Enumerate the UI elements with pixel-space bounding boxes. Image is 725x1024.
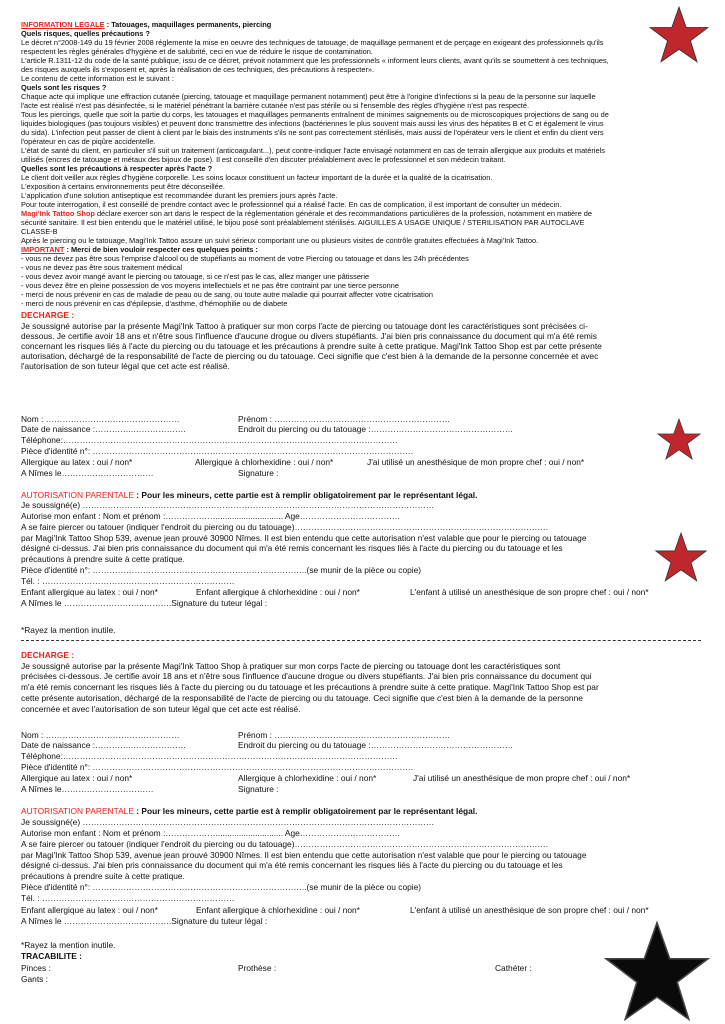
prenom-field[interactable]: Prénom : ……………………………………………………… bbox=[238, 414, 451, 424]
decharge-line: précisées ci-dessous. Je certifie avoir 18 ans et n'être sous l'influence d'aucune drogue ou divers stupéfiants. J'ai bien pris connaissance du document qui bbox=[21, 671, 592, 681]
anesthesique-option[interactable]: J'ai utilisé un anesthésique de mon propre chef : oui / non* bbox=[413, 773, 631, 783]
piece-identite-field[interactable]: Pièce d'identité n°: …………………………………………………………………..(se munir de la pièce ou copie) bbox=[21, 565, 422, 575]
info-line: sécurité sanitaire. Il est bien entendu que le matériel utilisé, le bijou posé sont préalablement stérilisés. AIGUILLES A USAGE UNIQUE / STERILISATION PAR AUTOCLAVE bbox=[21, 218, 585, 227]
brand-name: Magi'Ink Tattoo Shop bbox=[21, 209, 95, 218]
info-line: L'application d'une solution antiseptique est recommandée durant les premiers jours après l'acte. bbox=[21, 191, 338, 200]
endroit-enfant-field[interactable]: A se faire piercer ou tatouer (indiquer l'endroit du piercing ou du tatouage)………………………………………………………………………………. bbox=[21, 839, 549, 849]
rayez-note: *Rayez la mention inutile. bbox=[21, 940, 116, 950]
decharge-line: concernant les risques liés à l'acte du piercing ou du tatouage et les précautions à prendre suite à cette pratique. Magi'Ink Tattoo Shop est par cette présente bbox=[21, 341, 602, 351]
endroit-enfant-field[interactable]: A se faire piercer ou tatouer (indiquer l'endroit du piercing ou du tatouage)………………………………………………………………………………. bbox=[21, 522, 549, 532]
info-line: du sida). L'infection peut passer de client à client par le biais des instruments s'ils ne sont pas correctement stérilisés, mais aussi de l'opérateur vers le client et enfin du client vers bbox=[21, 128, 604, 137]
info-line: des risques auxquels ils s'exposent et, après la réalisation de ces techniques, des précautions à respecter». bbox=[21, 65, 375, 74]
enfant-nom-field[interactable]: Autorise mon enfant : Nom et prénom :………………............................. Age……………………………… bbox=[21, 511, 401, 521]
info-line: L'article R.1311-12 du code de la santé publique, issu de ce décret, prévoit notamment que les professionnels « informent leurs clients, avant qu'ils se soumettent à ces techniques, bbox=[21, 56, 609, 65]
info-line: CLASSE-B bbox=[21, 227, 58, 236]
cut-line-divider bbox=[21, 640, 701, 641]
parental-line: précautions à prendre suite à cette pratique. bbox=[21, 871, 185, 881]
pinces-field[interactable]: Pinces : bbox=[21, 963, 51, 973]
enfant-nom-field[interactable]: Autorise mon enfant : Nom et prénom :………………............................. Age……………………………… bbox=[21, 828, 401, 838]
bullet-item: - vous devez avoir mangé avant le piercing ou tatouage, si ce n'est pas le cas, allez manger une pâtisserie bbox=[21, 272, 370, 281]
red-star-icon bbox=[654, 418, 704, 460]
parental-line: désigné ci-dessus. J'ai bien pris connaissance du document qui m'a été remis concernant les risques liés à l'acte du piercing ou du tatouage et les bbox=[21, 543, 563, 553]
important-heading: IMPORTANT : Merci de bien vouloir respecter ces quelques points : bbox=[21, 245, 258, 254]
info-line: Le client doit veiller aux règles d'hygiène corporelle. Les soins locaux constituent un facteur important de la durée et la qualité de la cicatrisation. bbox=[21, 173, 493, 182]
latex-option[interactable]: Allergique au latex : oui / non* bbox=[21, 457, 133, 467]
date-lieu-field[interactable]: A Nîmes le…………………………… bbox=[21, 784, 154, 794]
date-lieu-field[interactable]: A Nîmes le…………………………… bbox=[21, 468, 154, 478]
enfant-chlorhexidine-option[interactable]: Enfant allergique à chlorhexidine : oui / non* bbox=[196, 905, 360, 915]
decharge-line: Je soussigné autorise par la présente Magi'Ink Tattoo Shop à pratiquer sur mon corps l'acte de piercing ou tatouage dont les caractéristiques sont bbox=[21, 661, 561, 671]
parental-label: AUTORISATION PARENTALE bbox=[21, 490, 134, 500]
enfant-chlorhexidine-option[interactable]: Enfant allergique à chlorhexidine : oui / non* bbox=[196, 587, 360, 597]
info-subheading: Quels sont les risques ? bbox=[21, 83, 107, 92]
decharge-line: concernée et avec l'autorisation de son tuteur légal que cet acte est réalisé. bbox=[21, 704, 301, 714]
endroit-field[interactable]: Endroit du piercing ou du tatouage :…………………………………………… bbox=[238, 740, 514, 750]
decharge-line: autorisation, déchargé de la responsabilité de l'acte de piercing ou du tatouage. Ceci signifie que c'est bien à la demande de la personne concernée et avec bbox=[21, 351, 599, 361]
prenom-field[interactable]: Prénom : ……………………………………………………… bbox=[238, 730, 451, 740]
soussigne-field[interactable]: Je soussigné(e) ……………………………………………………………………………………………………………… bbox=[21, 500, 435, 510]
parental-line: désigné ci-dessus. J'ai bien pris connaissance du document qui m'a été remis concernant les risques liés à l'acte du piercing ou du tatouage et les bbox=[21, 860, 563, 870]
bullet-item: - vous ne devez pas être sous l'emprise d'alcool ou de stupéfiants au moment de votre Piercing ou tatouage et dans les 24h précédentes bbox=[21, 254, 469, 263]
bullet-item: - merci de nous prévenir en cas d'épilepsie, d'asthme, d'hémophilie ou de diabete bbox=[21, 299, 288, 308]
info-label: INFORMATION LEGALE bbox=[21, 20, 105, 29]
anesthesique-option[interactable]: J'ai utilisé un anesthésique de mon propre chef : oui / non* bbox=[367, 457, 585, 467]
catheter-field[interactable]: Cathéter : bbox=[495, 963, 532, 973]
info-line: Chaque acte qui implique une effraction cutanée (piercing, tatouage et maquillage permanent notamment) peut être à l'origine d'infections si la peau de la personne sur laquelle bbox=[21, 92, 596, 101]
bullet-item: - vous devez être en pleine possession de vos moyens intellectuels et ne pas être contraint par une tierce personne bbox=[21, 281, 399, 290]
enfant-anesthesique-option[interactable]: L'enfant à utilisé un anesthésique de son propre chef : oui / non* bbox=[410, 587, 649, 597]
info-line: L'exposition à certains environnements peut être déconseillée. bbox=[21, 182, 225, 191]
soussigne-field[interactable]: Je soussigné(e) ……………………………………………………………………………………………………………… bbox=[21, 817, 435, 827]
bullet-item: - merci de nous prévenir en cas de maladie de peau ou de sang, ou toute autre maladie qui pourrait affecter votre cicatrisation bbox=[21, 290, 433, 299]
decharge-line: cette présente autorisation, déchargé de la responsabilité de l'acte de piercing ou du tatouage. Ceci signifie que c'est bien à la demande de la personne bbox=[21, 693, 583, 703]
info-subheading: Quels risques, quelles précautions ? bbox=[21, 29, 150, 38]
info-line: Tous les piercings, quelle que soit la partie du corps, les tatouages et maquillages permanents entraînent de minimes saignements ou de microscopiques projections de sang ou de bbox=[21, 110, 609, 119]
info-line: L'état de santé du client, en particulier s'il suit un traitement (anticoagulant...), peut contre-indiquer l'acte envisagé notamment en cas de terrain allergique aux produits et matériels bbox=[21, 146, 605, 155]
tracabilite-title: TRACABILITE : bbox=[21, 951, 82, 961]
decharge-line: l'autorisation de son tuteur légal que cet acte est réalisé. bbox=[21, 361, 230, 371]
signature-label: Signature : bbox=[238, 468, 279, 478]
piece-identite-field[interactable]: Pièce d'identité n°: …………………………………………………………………..(se munir de la pièce ou copie) bbox=[21, 882, 422, 892]
enfant-latex-option[interactable]: Enfant allergique au latex : oui / non* bbox=[21, 587, 158, 597]
parental-line: par Magi'Ink Tattoo Shop 539, avenue jean prouvé 30900 Nîmes. Il est bien entendu que cette autorisation n'est valable que pour le piercing ou tatouage bbox=[21, 850, 587, 860]
nom-field[interactable]: Nom : ………………………………………… bbox=[21, 414, 180, 424]
parental-title: AUTORISATION PARENTALE : Pour les mineurs, cette partie est à remplir obligatoirement par le représentant légal. bbox=[21, 806, 478, 816]
chlorhexidine-option[interactable]: Allergique à chlorhexidine : oui / non* bbox=[238, 773, 377, 783]
telephone-field[interactable]: Téléphone:………………………………………………………………………………………………………… bbox=[21, 751, 398, 761]
info-line: Le contenu de cette information est le suivant : bbox=[21, 74, 174, 83]
gants-field[interactable]: Gants : bbox=[21, 974, 48, 984]
info-line: respectent les règles générales d'hygiène et de salubrité, ceci en vue de réduire le risque de contamination. bbox=[21, 47, 373, 56]
signature-label: Signature : bbox=[238, 784, 279, 794]
decharge-title: DECHARGE : bbox=[21, 310, 75, 320]
info-line: utilisés (encres de tatouage et métaux des bijoux de pose). Il est conseillé d'en discuter préalablement avec le professionnel et son médecin traitant. bbox=[21, 155, 506, 164]
latex-option[interactable]: Allergique au latex : oui / non* bbox=[21, 773, 133, 783]
bullet-item: - vous ne devez pas être sous traitement médical bbox=[21, 263, 183, 272]
parental-title: AUTORISATION PARENTALE : Pour les mineurs, cette partie est à remplir obligatoirement par le représentant légal. bbox=[21, 490, 478, 500]
black-star-icon bbox=[604, 919, 710, 1023]
parental-label: AUTORISATION PARENTALE bbox=[21, 806, 134, 816]
decharge-title: DECHARGE : bbox=[21, 650, 75, 660]
info-line: Le décret n°2008-149 du 19 février 2008 réglemente la mise en oeuvre des techniques de tatouage, de maquillage permanent et de perçage en exigeant des professionnels qu'ils bbox=[21, 38, 604, 47]
info-line: Pour toute interrogation, il est conseillé de prendre contact avec le professionnel qui a réalisé l'acte. En cas de complication, il est important de consulter un médecin. bbox=[21, 200, 562, 209]
info-line: Après le piercing ou le tatouage, Magi'Ink Tattoo assure un suivi sérieux comportant une ou plusieurs visites de contrôle gratuites effectuées à Magi'Ink Tattoo. bbox=[21, 236, 539, 245]
info-line: Magi'Ink Tattoo Shop déclare exercer son art dans le respect de la réglementation générale et des recommandations particulières de la profession, notamment en matière de bbox=[21, 209, 592, 218]
enfant-latex-option[interactable]: Enfant allergique au latex : oui / non* bbox=[21, 905, 158, 915]
info-subheading: Quelles sont les précautions à respecter après l'acte ? bbox=[21, 164, 213, 173]
tel-field[interactable]: Tél. : …………………………………………………………… bbox=[21, 893, 235, 903]
parental-line: précautions à prendre suite à cette pratique. bbox=[21, 554, 185, 564]
enfant-anesthesique-option[interactable]: L'enfant à utilisé un anesthésique de son propre chef : oui / non* bbox=[410, 905, 649, 915]
piece-identite-field[interactable]: Pièce d'identité n°: ……………………………………………………………………………………………………. bbox=[21, 446, 414, 456]
prothese-field[interactable]: Prothèse : bbox=[238, 963, 277, 973]
rayez-note: *Rayez la mention inutile. bbox=[21, 625, 116, 635]
endroit-field[interactable]: Endroit du piercing ou du tatouage :…………………………………………… bbox=[238, 424, 514, 434]
chlorhexidine-option[interactable]: Allergique à chlorhexidine : oui / non* bbox=[195, 457, 334, 467]
parental-line: par Magi'Ink Tattoo Shop 539, avenue jean prouvé 30900 Nîmes. Il est bien entendu que cette autorisation n'est valable que pour le piercing ou tatouage bbox=[21, 533, 587, 543]
tuteur-signature-field[interactable]: A Nîmes le ………………………..……….Signature du tuteur légal : bbox=[21, 916, 268, 926]
tuteur-signature-field[interactable]: A Nîmes le ………………………..……….Signature du tuteur légal : bbox=[21, 598, 268, 608]
decharge-line: dessous. Je certifie avoir 18 ans et n'être sous l'influence d'aucune drogue ou divers stupéfiants. J'ai bien pris connaissance du document qui m'a été remis bbox=[21, 331, 597, 341]
info-line: liquides biologiques (pas toujours visibles) et peuvent donc transmettre des infections (bactériennes le plus souvent mais aussi les virus des hépatites B et C et également le virus bbox=[21, 119, 604, 128]
info-heading: INFORMATION LEGALE : Tatouages, maquillages permanents, piercing bbox=[21, 20, 272, 29]
date-naissance-field[interactable]: Date de naissance :…………..………………. bbox=[21, 740, 186, 750]
tel-field[interactable]: Tél. : …………………………………………………………… bbox=[21, 576, 235, 586]
decharge-line: m'a été remis concernant les risques liés à l'acte du piercing ou du tatouage et les précautions à prendre suite à cette pratique. Magi'Ink Tattoo Shop est par bbox=[21, 682, 599, 692]
important-label: IMPORTANT bbox=[21, 245, 65, 254]
info-line: l'opérateur en cas de piqûre accidentelle. bbox=[21, 137, 156, 146]
piece-identite-field[interactable]: Pièce d'identité n°: ……………………………………………………………………………………………………. bbox=[21, 762, 414, 772]
date-naissance-field[interactable]: Date de naissance :…………..………………. bbox=[21, 424, 186, 434]
nom-field[interactable]: Nom : ………………………………………… bbox=[21, 730, 180, 740]
info-line: l'acte est réalisé n'est pas désinfectée, si le matériel pénétrant la barrière cutanée n'est pas stérile ou si l'ensemble des règles d'hygiène n'est pas respecté. bbox=[21, 101, 530, 110]
decharge-line: Je soussigné autorise par la présente Magi'Ink Tattoo à pratiquer sur mon corps l'acte de piercing ou tatouage dont les caractéristiques sont précisées ci- bbox=[21, 321, 588, 331]
telephone-field[interactable]: Téléphone:………………………………………………………………………………………………………… bbox=[21, 435, 398, 445]
